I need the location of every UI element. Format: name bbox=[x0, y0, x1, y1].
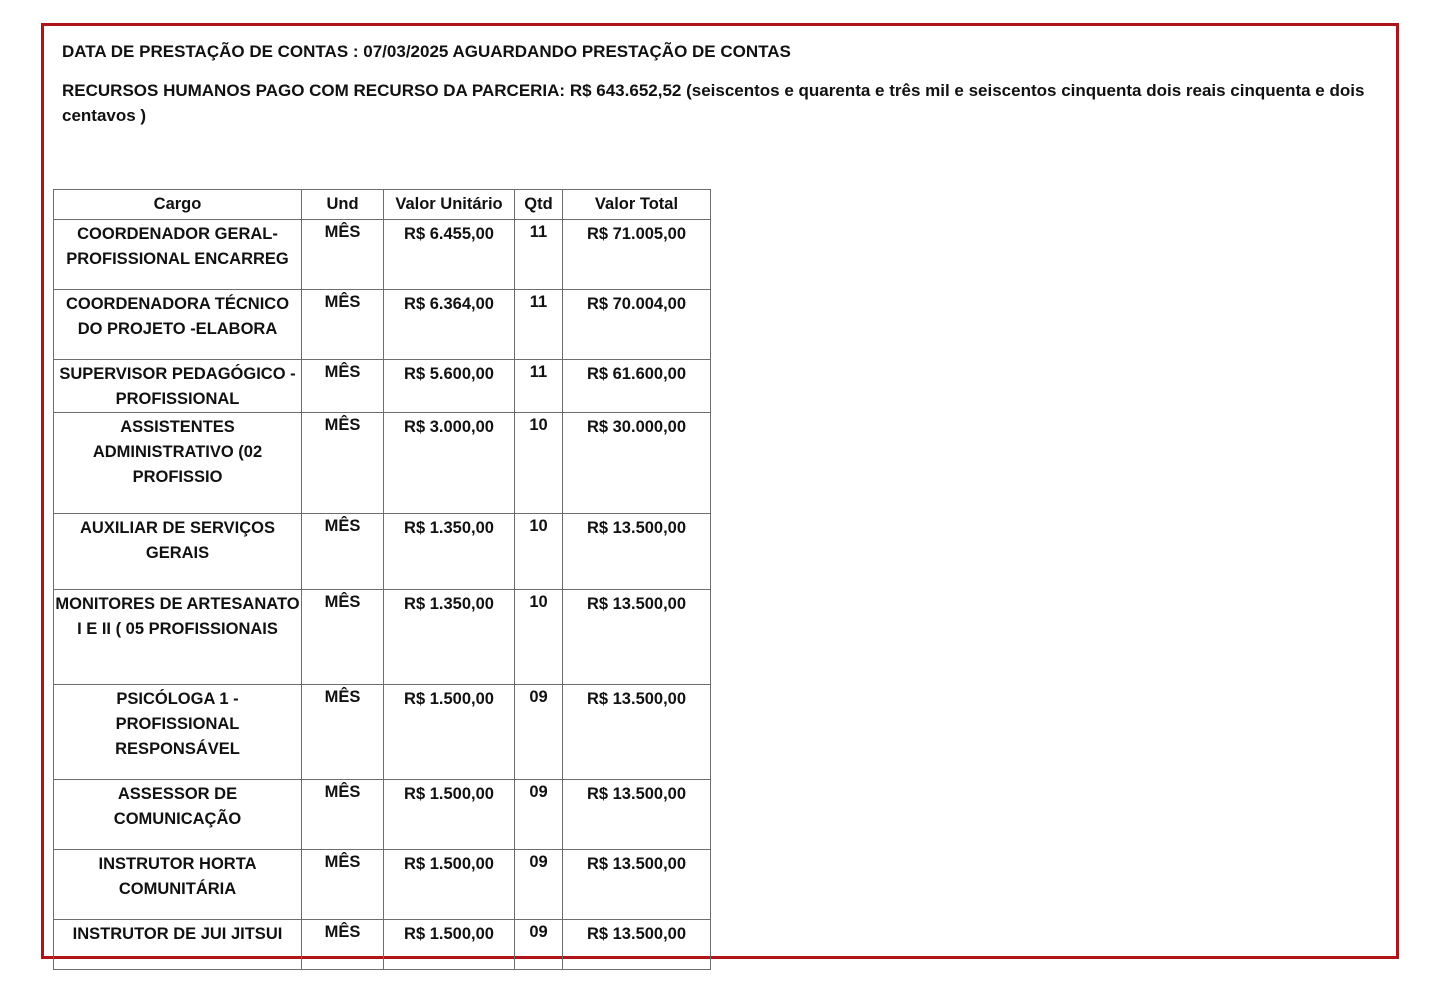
cell-valor-unitario: R$ 1.500,00 bbox=[384, 685, 515, 780]
human-resources-table bbox=[53, 189, 711, 970]
cell-cargo: INSTRUTOR HORTA COMUNITÁRIA bbox=[54, 850, 302, 920]
cell-valor-total: R$ 71.005,00 bbox=[563, 220, 711, 290]
cell-qtd: 10 bbox=[515, 413, 563, 514]
cell-valor-total: R$ 13.500,00 bbox=[563, 850, 711, 920]
cell-valor-unitario: R$ 1.350,00 bbox=[384, 590, 515, 685]
cell-valor-unitario: R$ 1.350,00 bbox=[384, 514, 515, 590]
cell-valor-unitario: R$ 1.500,00 bbox=[384, 850, 515, 920]
cell-valor-unitario: R$ 6.455,00 bbox=[384, 220, 515, 290]
cell-valor-total: R$ 13.500,00 bbox=[563, 514, 711, 590]
table-row bbox=[54, 780, 711, 850]
table-row bbox=[54, 590, 711, 685]
table-row bbox=[54, 850, 711, 920]
table-row bbox=[54, 290, 711, 360]
cell-und: MÊS bbox=[302, 685, 384, 780]
accountability-date-line: DATA DE PRESTAÇÃO DE CONTAS : 07/03/2025 AGUARDANDO PRESTAÇÃO DE CONTAS bbox=[62, 42, 791, 61]
cell-qtd: 11 bbox=[515, 220, 563, 290]
cell-und: MÊS bbox=[302, 290, 384, 360]
cell-qtd: 09 bbox=[515, 780, 563, 850]
cell-cargo: AUXILIAR DE SERVIÇOS GERAIS bbox=[54, 514, 302, 590]
cell-qtd: 10 bbox=[515, 514, 563, 590]
cell-valor-unitario: R$ 3.000,00 bbox=[384, 413, 515, 514]
cell-qtd: 11 bbox=[515, 360, 563, 413]
table-row bbox=[54, 685, 711, 780]
cell-und: MÊS bbox=[302, 850, 384, 920]
cell-valor-unitario: R$ 6.364,00 bbox=[384, 290, 515, 360]
table-row bbox=[54, 360, 711, 413]
column-header-und: Und bbox=[302, 190, 384, 220]
column-header-qtd: Qtd bbox=[515, 190, 563, 220]
cell-valor-unitario: R$ 1.500,00 bbox=[384, 920, 515, 970]
column-header-cargo: Cargo bbox=[54, 190, 302, 220]
cell-qtd: 10 bbox=[515, 590, 563, 685]
cell-cargo: PSICÓLOGA 1 - PROFISSIONAL RESPONSÁVEL bbox=[54, 685, 302, 780]
cell-valor-unitario: R$ 1.500,00 bbox=[384, 780, 515, 850]
cell-valor-total: R$ 13.500,00 bbox=[563, 590, 711, 685]
cell-und: MÊS bbox=[302, 590, 384, 685]
cell-valor-total: R$ 61.600,00 bbox=[563, 360, 711, 413]
column-header-valor-unitario: Valor Unitário bbox=[384, 190, 515, 220]
cell-qtd: 11 bbox=[515, 290, 563, 360]
cell-cargo: ASSISTENTES ADMINISTRATIVO (02 PROFISSIO bbox=[54, 413, 302, 514]
cell-valor-total: R$ 13.500,00 bbox=[563, 685, 711, 780]
cell-qtd: 09 bbox=[515, 850, 563, 920]
cell-und: MÊS bbox=[302, 920, 384, 970]
cell-valor-total: R$ 70.004,00 bbox=[563, 290, 711, 360]
table-header-row bbox=[54, 190, 711, 220]
cell-und: MÊS bbox=[302, 514, 384, 590]
human-resources-total-line: RECURSOS HUMANOS PAGO COM RECURSO DA PARCERIA: R$ 643.652,52 (seiscentos e quarenta e três mil e seiscentos cinquenta dois reais cinquenta e dois centavos ) bbox=[62, 81, 1365, 125]
cell-valor-total: R$ 13.500,00 bbox=[563, 920, 711, 970]
table-row bbox=[54, 514, 711, 590]
cell-cargo: COORDENADOR GERAL- PROFISSIONAL ENCARREG bbox=[54, 220, 302, 290]
cell-qtd: 09 bbox=[515, 920, 563, 970]
cell-valor-total: R$ 13.500,00 bbox=[563, 780, 711, 850]
cell-cargo: INSTRUTOR DE JUI JITSUI bbox=[54, 920, 302, 970]
table-row bbox=[54, 220, 711, 290]
column-header-valor-total: Valor Total bbox=[563, 190, 711, 220]
table-row bbox=[54, 413, 711, 514]
cell-und: MÊS bbox=[302, 360, 384, 413]
cell-und: MÊS bbox=[302, 413, 384, 514]
cell-und: MÊS bbox=[302, 220, 384, 290]
cell-qtd: 09 bbox=[515, 685, 563, 780]
cell-valor-total: R$ 30.000,00 bbox=[563, 413, 711, 514]
cell-cargo: ASSESSOR DE COMUNICAÇÃO bbox=[54, 780, 302, 850]
cell-cargo: MONITORES DE ARTESANATO I E II ( 05 PROFISSIONAIS bbox=[54, 590, 302, 685]
cell-cargo: COORDENADORA TÉCNICO DO PROJETO -ELABORA bbox=[54, 290, 302, 360]
table-row bbox=[54, 920, 711, 970]
cell-cargo: SUPERVISOR PEDAGÓGICO - PROFISSIONAL bbox=[54, 360, 302, 413]
cell-und: MÊS bbox=[302, 780, 384, 850]
cell-valor-unitario: R$ 5.600,00 bbox=[384, 360, 515, 413]
